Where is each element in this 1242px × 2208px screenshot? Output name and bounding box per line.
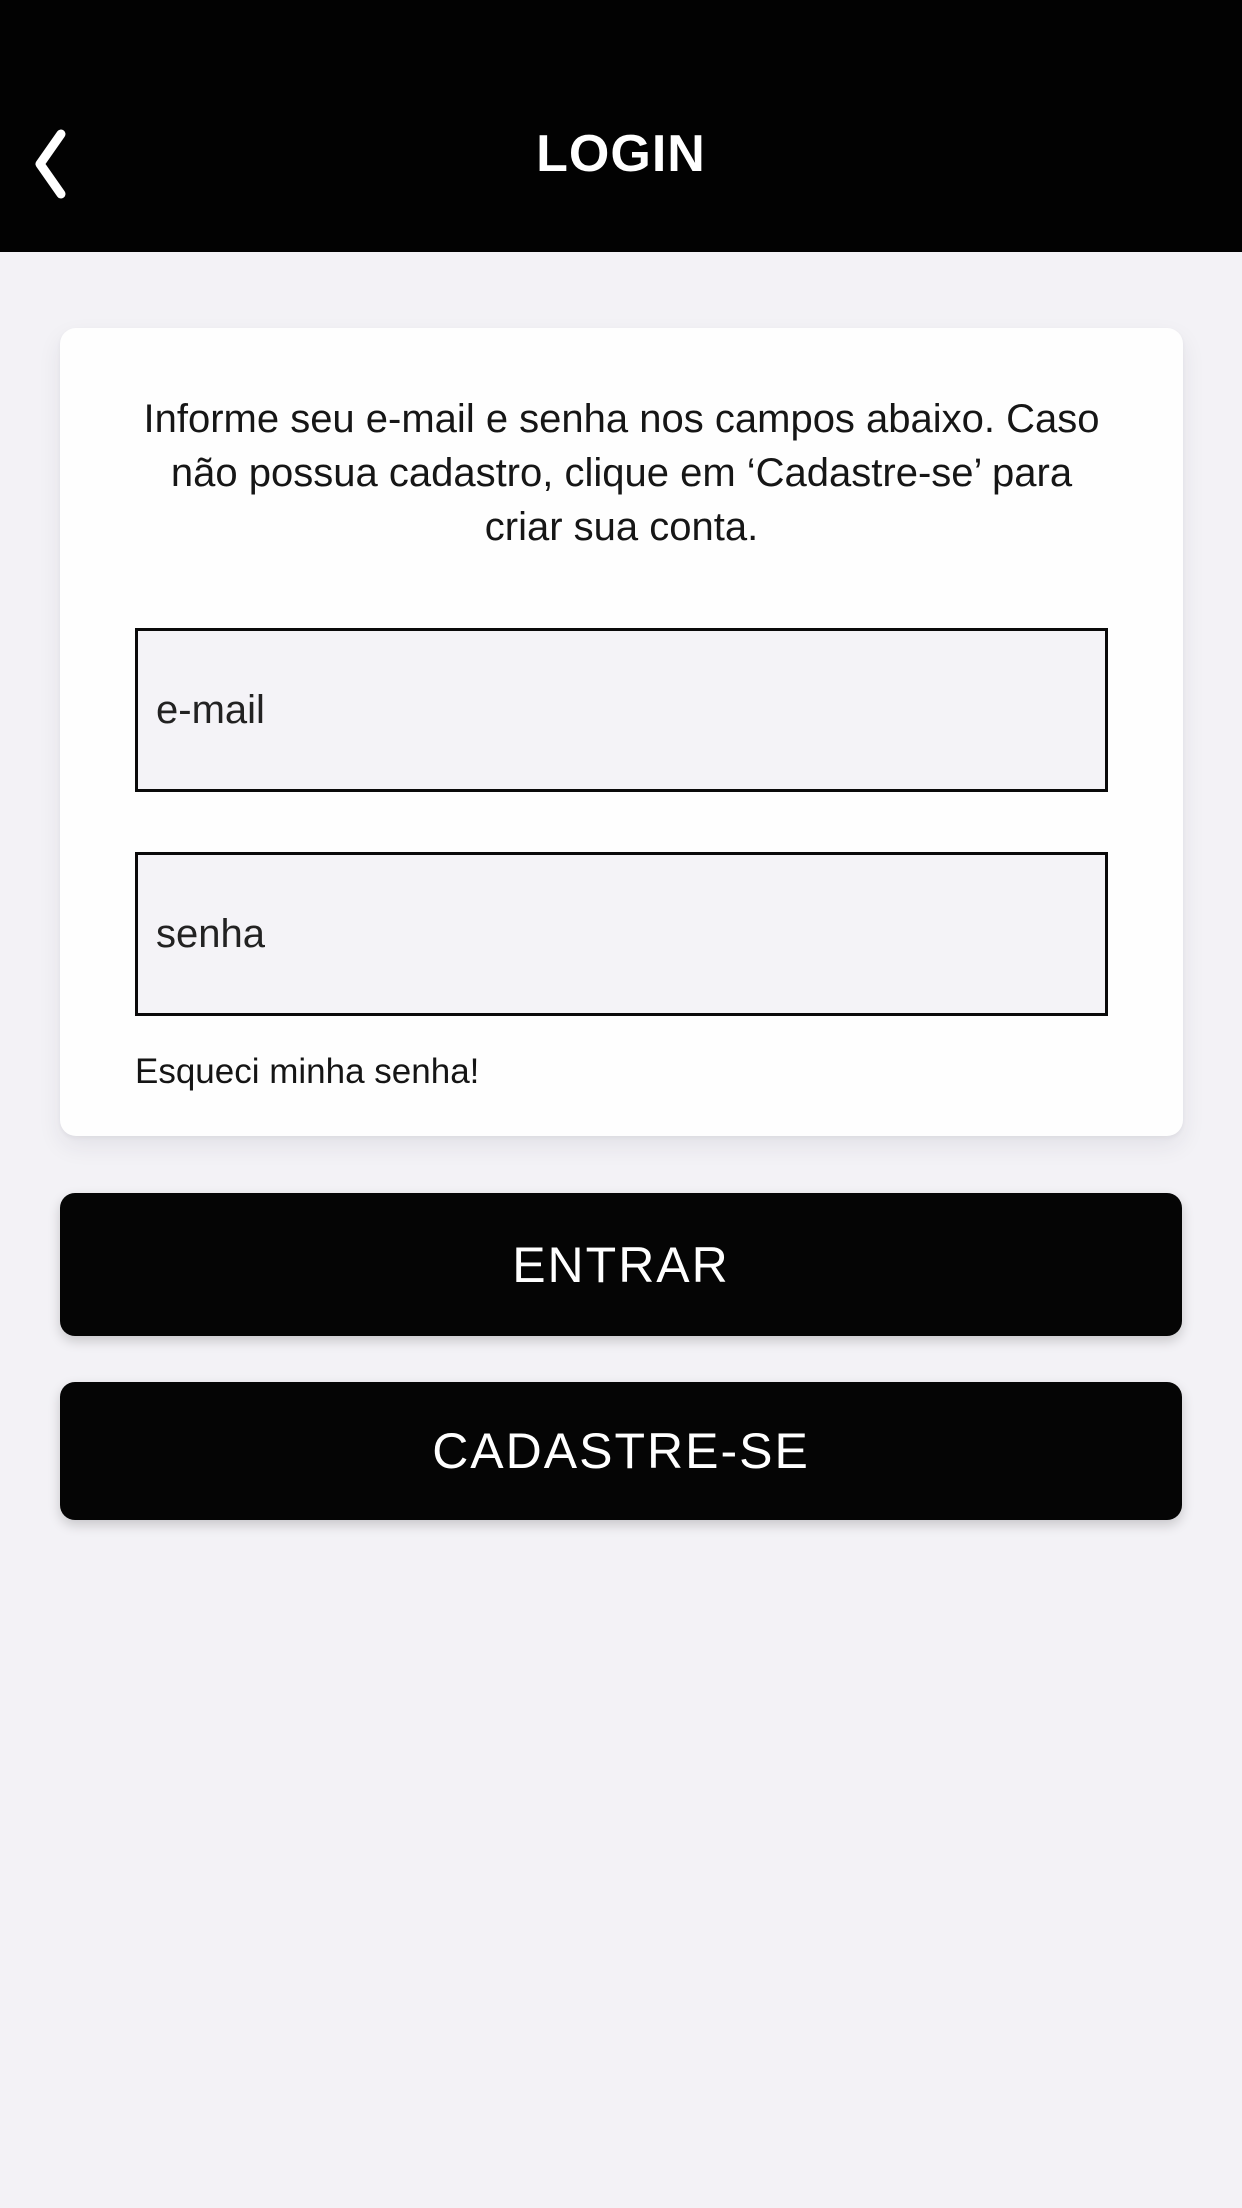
password-input[interactable] bbox=[135, 852, 1108, 1016]
email-input[interactable] bbox=[135, 628, 1108, 792]
login-card bbox=[60, 328, 1183, 1136]
forgot-password-link[interactable]: Esqueci minha senha! bbox=[135, 1052, 480, 1091]
header bbox=[0, 0, 1242, 252]
register-button[interactable]: CADASTRE-SE bbox=[60, 1382, 1182, 1520]
login-button[interactable]: ENTRAR bbox=[60, 1193, 1182, 1336]
page-title: LOGIN bbox=[536, 125, 706, 183]
instructions-text: Informe seu e-mail e senha nos campos abaixo. Caso não possua cadastro, clique em ‘Cadastre-se’ para criar sua conta. bbox=[143, 397, 1100, 549]
